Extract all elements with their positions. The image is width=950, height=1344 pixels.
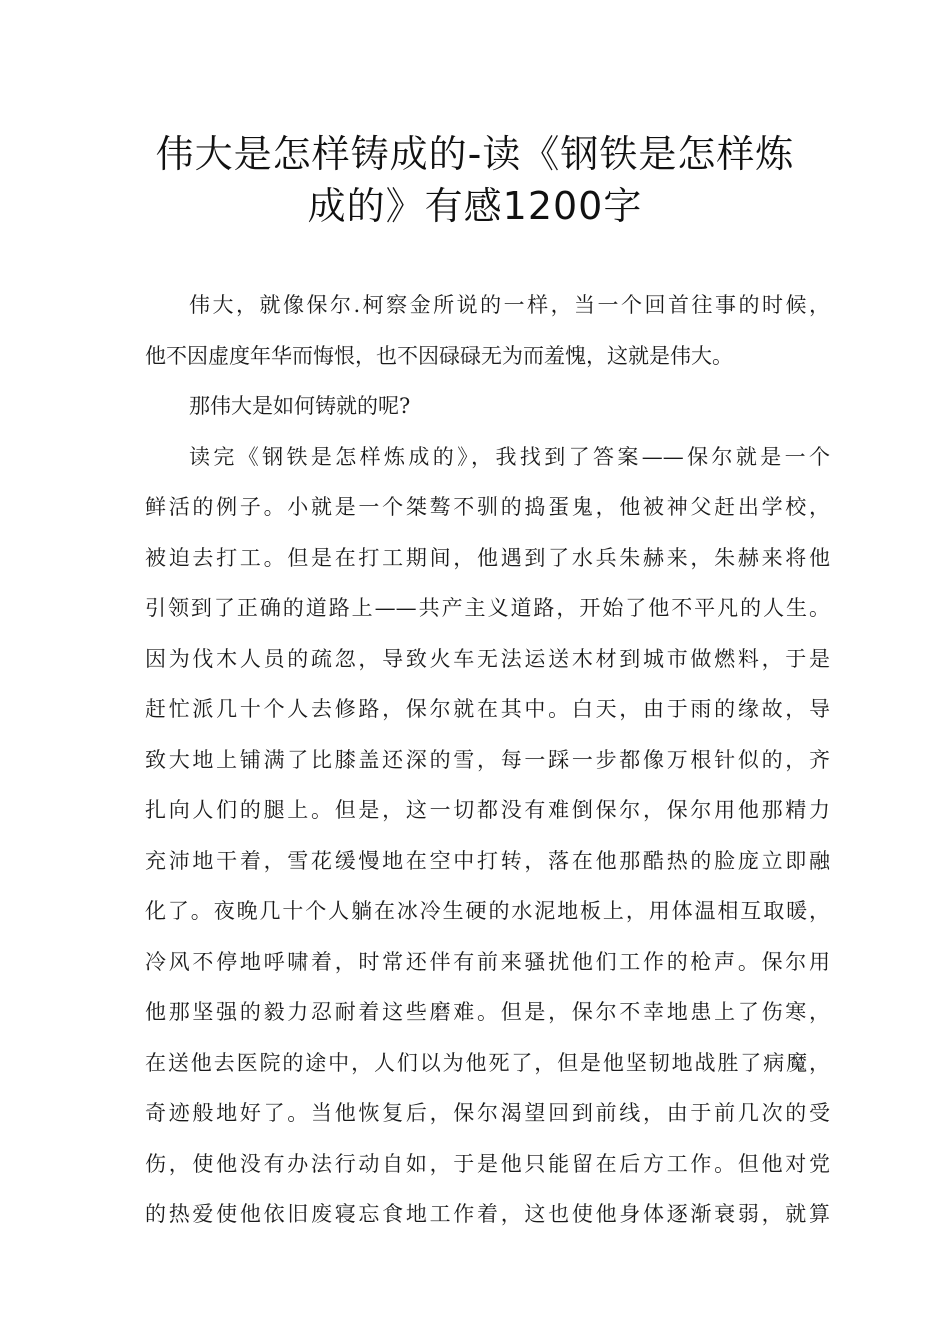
text-line: 化了。夜晚几十个人躺在冰冷生硬的水泥地板上，用体温相互取暖， [145, 899, 830, 923]
title-line: 成的》有感1200字 [307, 184, 643, 228]
document-title [120, 128, 830, 232]
document-body [145, 280, 830, 1240]
text-line: 赶忙派几十个人去修路，保尔就在其中。白天，由于雨的缘故，导 [145, 697, 830, 721]
text-line: 伤，使他没有办法行动自如，于是他只能留在后方工作。但他对党 [145, 1151, 830, 1176]
text-line: 他那坚强的毅力忍耐着这些磨难。但是，保尔不幸地患上了伤寒， [145, 1000, 830, 1024]
text-line: 引领到了正确的道路上——共产主义道路，开始了他不平凡的人生。 [145, 596, 830, 620]
text-line: 读完《钢铁是怎样炼成的》，我找到了答案——保尔就是一个 [189, 444, 830, 469]
text-line: 冷风不停地呼啸着，时常还伴有前来骚扰他们工作的枪声。保尔用 [145, 949, 830, 974]
text-line: 在送他去医院的途中，人们以为他死了，但是他坚韧地战胜了病魔， [145, 1050, 830, 1075]
text-line: 致大地上铺满了比膝盖还深的雪，每一踩一步都像万根针似的，齐 [145, 747, 830, 772]
paragraph-1 [145, 280, 830, 381]
text-line: 他不因虚度年华而悔恨，也不因碌碌无为而羞愧，这就是伟大。 [145, 343, 733, 368]
text-line: 被迫去打工。但是在打工期间，他遇到了水兵朱赫来，朱赫来将他 [145, 545, 830, 570]
text-line: 伟大，就像保尔.柯察金所说的一样，当一个回首往事的时候， [189, 293, 830, 317]
text-line: 充沛地干着，雪花缓慢地在空中打转，落在他那酷热的脸庞立即融 [145, 848, 830, 873]
paragraph-3 [145, 432, 830, 1240]
text-line: 扎向人们的腿上。但是，这一切都没有难倒保尔，保尔用他那精力 [145, 798, 830, 822]
text-line: 奇迹般地好了。当他恢复后，保尔渴望回到前线，由于前几次的受 [145, 1101, 830, 1125]
text-line: 那伟大是如何铸就的呢? [189, 394, 411, 418]
text-line: 因为伐木人员的疏忽，导致火车无法运送木材到城市做燃料，于是 [145, 646, 830, 671]
paragraph-2 [145, 381, 830, 432]
text-line: 的热爱使他依旧废寝忘食地工作着，这也使他身体逐渐衰弱，就算 [145, 1202, 830, 1226]
title-line: 伟大是怎样铸成的-读《钢铁是怎样炼 [155, 132, 795, 176]
text-line: 鲜活的例子。小就是一个桀骜不驯的捣蛋鬼，他被神父赶出学校， [145, 495, 830, 519]
